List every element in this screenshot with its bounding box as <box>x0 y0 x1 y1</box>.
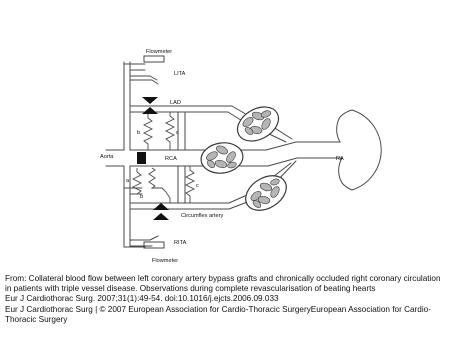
muscle-upper <box>231 100 284 148</box>
label-circumflex: Circumflex artery <box>181 213 224 219</box>
lad-rca-collateral <box>178 112 185 150</box>
cx-rca-collateral <box>178 166 185 203</box>
resistor-c-lower <box>186 166 194 203</box>
flowmeter-bottom-box <box>144 242 164 248</box>
label-rita: RITA <box>174 240 187 246</box>
label-aorta: Aorta <box>100 154 114 160</box>
label-ra: RA <box>336 156 344 162</box>
resistor-b-lower <box>149 168 170 203</box>
resistor-c-upper <box>166 112 174 150</box>
resistor-b-upper <box>144 114 152 150</box>
flowmeter-top-box <box>144 56 164 62</box>
ra-structure <box>325 110 381 190</box>
aorta-trunk <box>124 62 130 247</box>
caption-citation: Eur J Cardiothorac Surg. 2007;31(1):49-54. doi:10.1016/j.ejcts.2006.09.033 <box>5 294 279 304</box>
label-lad: LAD <box>170 100 181 106</box>
lad-clamp-lower <box>142 107 158 114</box>
muscle-lower <box>239 169 292 218</box>
rca-occlusion <box>137 152 146 164</box>
circumflex-clamp <box>153 203 169 210</box>
circumflex-clamp-lower <box>153 213 169 220</box>
figure-caption <box>5 274 447 325</box>
label-lita: LITA <box>174 71 186 77</box>
lad-clamp <box>142 97 158 104</box>
label-b-upper: b <box>137 130 141 136</box>
label-c-upper: c <box>176 130 179 136</box>
label-rca: RCA <box>165 156 177 162</box>
label-a: a <box>126 178 130 184</box>
label-flowmeter-bottom: Flowmeter <box>152 258 179 264</box>
label-b-lower: b <box>140 194 144 200</box>
label-flowmeter-top: Flowmeter <box>146 49 173 55</box>
lita-graft <box>124 64 158 84</box>
label-c-lower: c <box>196 183 199 189</box>
muscle-middle <box>199 140 245 176</box>
resistor-a <box>133 168 141 194</box>
caption-copyright: Eur J Cardiothorac Surg | © 2007 European Association for Cardio-Thoracic SurgeryEuropean Association for Cardio-Thoracic Surgery <box>5 304 431 324</box>
caption-from: From: Collateral blood flow between left coronary artery bypass grafts and chronically occluded right coronary circulation in patients with triple vessel disease. Observations during complete revascularisation of beating hearts <box>5 274 441 294</box>
